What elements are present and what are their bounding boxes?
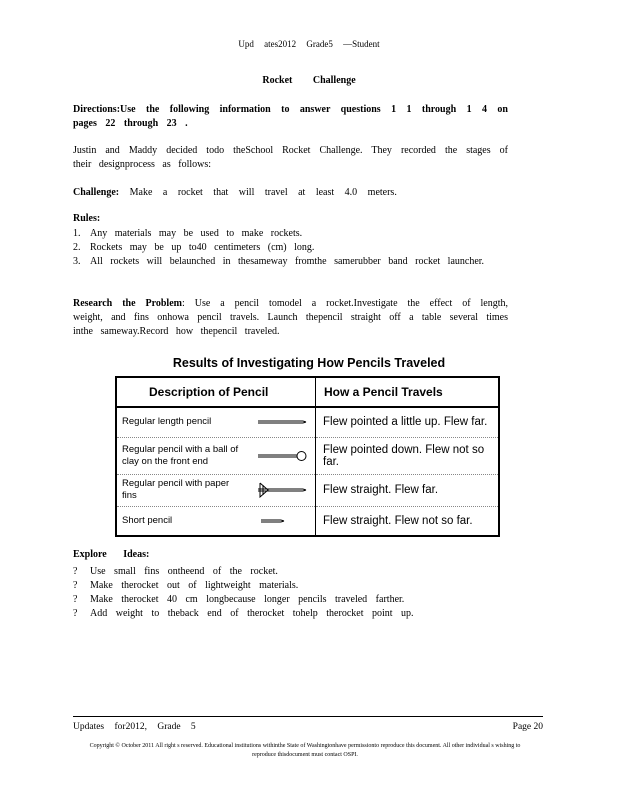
rules-label: Rules: (73, 213, 101, 224)
directions-label: Directions: (73, 104, 121, 115)
pencil-description: Short pencil (122, 514, 173, 526)
pencil-description: Regular length pencil (122, 416, 212, 428)
research-paragraph (73, 297, 508, 339)
table-cell-description (116, 474, 316, 506)
list-item (73, 255, 508, 269)
pencil-result: Flew straight. Flew far. (316, 474, 500, 506)
pencil-result: Flew pointed a little up. Flew far. (316, 407, 500, 437)
table-cell-description (116, 506, 316, 536)
list-item (73, 579, 508, 593)
list-number: 2. (73, 242, 81, 253)
list-number: 3. (73, 256, 81, 267)
rules-list (73, 227, 508, 269)
pencil-fins-icon (257, 482, 307, 498)
list-bullet: ? (73, 580, 78, 591)
footer-divider (73, 716, 543, 717)
table-title: Results of Investigating How Pencils Traveled (172, 356, 446, 370)
list-bullet: ? (73, 608, 78, 619)
list-bullet: ? (73, 594, 78, 605)
footer-left-text: Updates for2012, Grade 5 (73, 722, 196, 732)
table-header-row (116, 377, 499, 407)
list-bullet: ? (73, 566, 78, 577)
pencil-description: Regular pencil with paper fins (122, 478, 230, 501)
table-row (116, 474, 499, 506)
explore-label: Explore Ideas: (73, 549, 150, 560)
table-cell-description (116, 437, 316, 474)
table-cell-description (116, 407, 316, 437)
research-label: Research the Problem (73, 298, 182, 309)
explore-list (73, 565, 508, 621)
page-title: Rocket Challenge (262, 75, 356, 86)
list-item (73, 227, 508, 241)
list-text: Make therocket out of lightweight materials. (90, 580, 299, 591)
pencil-regular-icon (257, 418, 307, 426)
challenge-label: Challenge: (73, 187, 120, 198)
list-number: 1. (73, 228, 81, 239)
table-row (116, 407, 499, 437)
list-item (73, 565, 508, 579)
directions-paragraph (73, 103, 508, 131)
list-text: Any materials may be used to make rockets. (90, 228, 303, 239)
pencil-result: Flew pointed down. Flew not so far. (316, 437, 500, 474)
directions-text: Use the following information to answer questions 1 1 through 1 4 on pages 22 through 23 . (73, 104, 508, 129)
pencil-description: Regular pencil with a ball of clay on the front end (122, 443, 239, 467)
list-text: Make therocket 40 cm longbecause longer pencils traveled farther. (90, 594, 405, 605)
challenge-paragraph (73, 186, 508, 200)
table-row (116, 437, 499, 474)
list-text: Use small fins ontheend of the rocket. (90, 566, 278, 577)
list-text: Rockets may be up to40 centimeters (cm) long. (90, 242, 315, 253)
list-item (73, 241, 508, 255)
challenge-text: Make a rocket that will travel at least 4.0 meters. (129, 187, 397, 198)
list-text: Add weight to theback end of therocket tohelp therocket point up. (90, 608, 414, 619)
page-number: Page 20 (512, 722, 543, 732)
results-table (115, 376, 500, 537)
pencil-short-icon (257, 517, 307, 525)
pencil-result: Flew straight. Flew not so far. (316, 506, 500, 536)
research-text: : Use a pencil tomodel a rocket.Investigate the effect of length, weight, and fins onhowa pencil travels. Launch thepencil straight off a table several times inthe sameway.Record how thepencil traveled. (73, 298, 508, 337)
intro-paragraph: Justin and Maddy decided todo theSchool Rocket Challenge. They recorded the stages of their designprocess as follows: (73, 145, 508, 170)
column-header-travel: How a Pencil Travels (316, 377, 500, 407)
column-header-description: Description of Pencil (116, 377, 316, 407)
list-text: All rockets will belaunched in thesameway fromthe samerubber band rocket launcher. (90, 256, 485, 267)
list-item (73, 607, 508, 621)
page-footer (73, 722, 543, 732)
table-row (116, 506, 499, 536)
pencil-clay-ball-icon (257, 450, 307, 462)
list-item (73, 593, 508, 607)
page-header: Upd ates2012 Grade5 —Student (238, 39, 380, 49)
copyright-notice: Copyright © October 2011 All right s reserved. Educational institutions withinthe State of Washingtonhave permissionto reproduce this document. All other individual s wishing to reproduce thisdocument must contact OSPI. (89, 743, 521, 758)
